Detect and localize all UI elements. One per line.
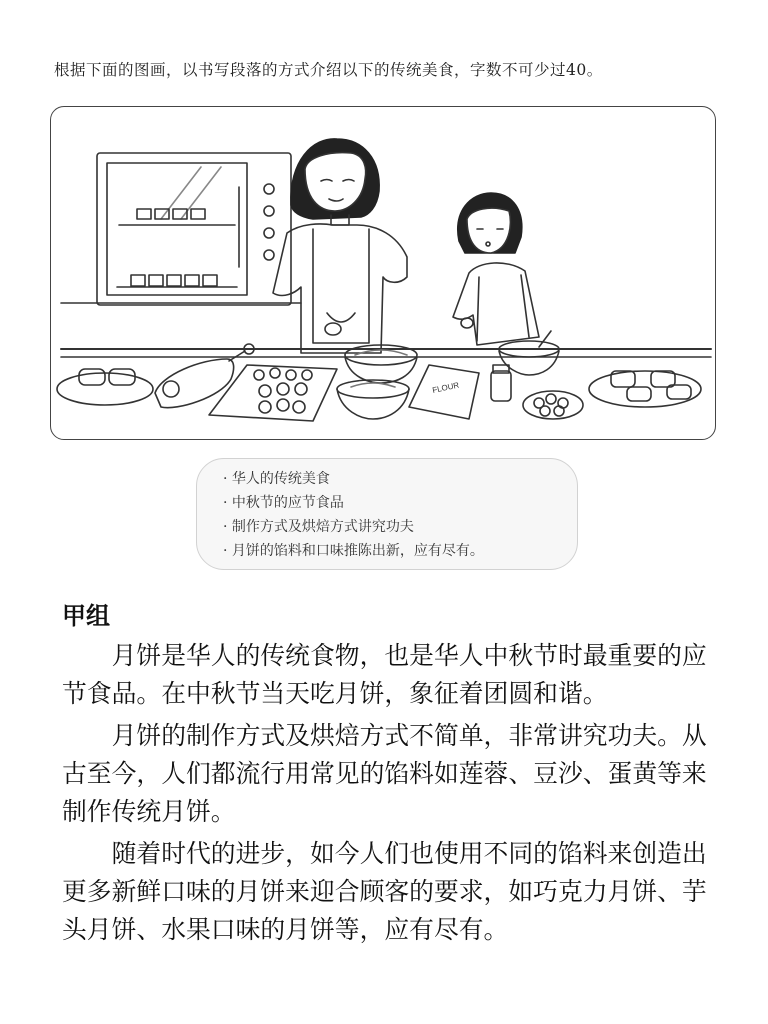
tray-dough-balls [209,365,337,421]
hint-item: · 中秋节的应节食品 [223,491,577,515]
answer-paragraph-2: 月饼的制作方式及烘焙方式不简单，非常讲究功夫。从古至今，人们都流行用常见的馅料如莲蓉、豆沙、蛋黄等来制作传统月饼。 [62,721,707,826]
flour-bag [409,365,479,419]
oven-drawing [61,153,301,305]
flour-bag-label: FLOUR [431,380,460,395]
hints-box [196,458,578,570]
girl-figure [453,193,539,345]
hint-item: · 月饼的馅料和口味推陈出新，应有尽有。 [223,539,577,563]
mother-figure [273,139,407,353]
answer-section [62,596,718,953]
jar [491,365,511,401]
bowl-egg-yolks [523,391,583,419]
hint-item: · 制作方式及烘焙方式讲究功夫 [223,515,577,539]
answer-paragraph-1: 月饼是华人的传统食物，也是华人中秋节时最重要的应节食品。在中秋节当天吃月饼，象征着团圆和谐。 [62,641,707,708]
instruction-text: 根据下面的图画，以书写段落的方式介绍以下的传统美食，字数不可少过40。 [54,61,603,79]
plate-right [589,371,701,407]
bowl-center-top [345,345,417,383]
hint-item: · 华人的传统美食 [223,467,577,491]
bowl-center-bottom [337,380,409,419]
illustration-panel [50,106,716,440]
group-title: 甲组 [62,602,110,630]
answer-paragraph-3: 随着时代的进步，如今人们也使用不同的馅料来创造出更多新鲜口味的月饼来迎合顾客的要求，如巧克力月饼、芋头月饼、水果口味的月饼等，应有尽有。 [62,839,707,944]
plate-left [57,369,153,405]
